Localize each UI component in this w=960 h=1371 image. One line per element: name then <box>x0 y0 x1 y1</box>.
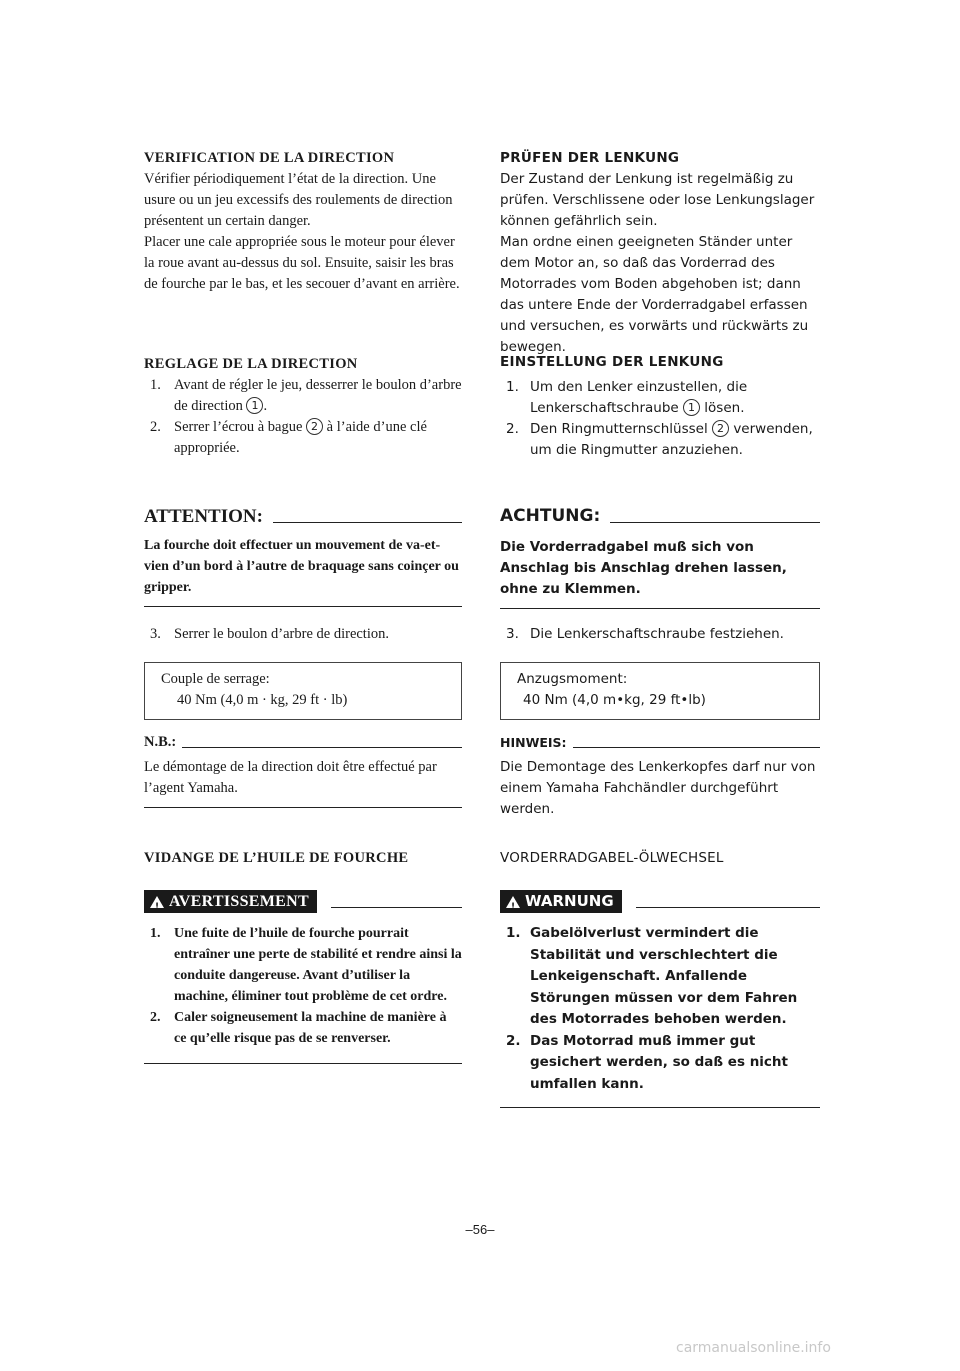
step-number: 1. <box>150 377 161 393</box>
de-warnung-list <box>500 923 820 1095</box>
warning-triangle-icon <box>150 896 164 908</box>
fr-vidange-section <box>144 848 462 869</box>
fr-nb-title: N.B.: <box>144 734 177 750</box>
callout-number-icon: 2 <box>306 418 323 435</box>
warning-text: Das Motorrad muß immer gut gesichert werden, so daß es nicht umfallen kann. <box>530 1032 788 1092</box>
fr-reglage-title: REGLAGE DE LA DIRECTION <box>144 356 358 372</box>
fr-attention-heading <box>144 506 462 527</box>
fr-reglage-steps <box>144 375 462 459</box>
step-number: 2. <box>506 1032 521 1049</box>
de-hinweis-section <box>500 732 820 820</box>
de-achtung-heading <box>500 506 820 527</box>
step-text-end: lösen. <box>704 400 745 416</box>
step-number: 3. <box>150 626 161 642</box>
list-item <box>500 1031 820 1096</box>
fr-warning-heading <box>144 890 462 913</box>
de-achtung-title: ACHTUNG: <box>500 506 601 526</box>
de-warnung-heading <box>500 890 820 913</box>
de-oelwechsel-title: VORDERRADGABEL-ÖLWECHSEL <box>500 850 724 866</box>
de-warnung-badge <box>500 890 622 913</box>
de-pruefen-text-2: Man ordne einen geeigneten Ständer unter dem Motor an, so daß das Vorderrad des Motorrades vom Boden abgehoben ist; dann das untere Ende der Vorderradgabel erfassen und versuchen, es vorwärts und rückwärts zu bewegen. <box>500 234 809 355</box>
step-number: 1. <box>150 926 161 941</box>
de-hinweis-heading <box>500 732 820 753</box>
fr-warning-section <box>144 890 462 1064</box>
fr-nb-text: Le démontage de la direction doit être effectué par l’agent Yamaha. <box>144 759 437 796</box>
step-number: 1. <box>506 925 521 941</box>
list-item <box>144 417 462 459</box>
fr-nb-heading <box>144 732 462 753</box>
step-text: Serrer l’écrou à bague <box>174 419 303 435</box>
step-text-end: verwenden, um die Ringmutter anzuziehen. <box>530 421 813 458</box>
divider <box>573 747 820 748</box>
de-pruefen-title: PRÜFEN DER LENKUNG <box>500 150 680 166</box>
de-pruefen-text-1: Der Zustand der Lenkung ist regelmäßig zu prüfen. Verschlissene oder lose Lenkungslager können gefährlich sein. <box>500 171 815 229</box>
callout-number-icon: 1 <box>683 399 700 416</box>
fr-torque-box <box>144 662 462 720</box>
fr-reglage-section <box>144 354 462 459</box>
list-item <box>144 375 462 417</box>
de-torque-box <box>500 662 820 720</box>
fr-warning-badge <box>144 890 317 913</box>
warning-text: Gabelölverlust vermindert die Stabilität und verschlechtert die Lenkeigenschaft. Anfallende Störungen müssen vor dem Fahren des Motorrades behoben werden. <box>530 925 798 1027</box>
fr-attention-text: La fourche doit effectuer un mouvement de va-et-vien d’un bord à l’autre de braquage sans coinçer ou gripper. <box>144 538 459 595</box>
fr-torque-label: Couple de serrage: <box>161 671 270 687</box>
list-item <box>144 923 462 1007</box>
de-einstellung-steps <box>500 377 820 461</box>
step-number: 1. <box>506 379 519 395</box>
fr-verification-title: VERIFICATION DE LA DIRECTION <box>144 150 395 166</box>
divider <box>500 1107 820 1108</box>
step-number: 3. <box>506 626 519 642</box>
step-text: Den Ringmutternschlüssel <box>530 421 708 437</box>
fr-step3 <box>144 624 462 645</box>
de-achtung-section <box>500 506 820 609</box>
watermark: carmanualsonline.info <box>676 1340 831 1356</box>
de-pruefen-section <box>500 148 820 358</box>
step-text: Avant de régler le jeu, desserrer le boulon d’arbre de direction <box>174 377 462 414</box>
fr-warning-list <box>144 923 462 1049</box>
step-text: Um den Lenker einzustellen, die Lenkerschaftschraube <box>530 379 748 416</box>
de-step3 <box>500 624 820 645</box>
fr-verification-section <box>144 148 462 295</box>
fr-verification-text-2: Placer une cale appropriée sous le moteur pour élever la roue avant au-dessus du sol. Ensuite, saisir les bras de fourche par le bas, et les secouer d’avant en arrière. <box>144 234 460 292</box>
step-text: Serrer le boulon d’arbre de direction. <box>174 626 389 642</box>
fr-vidange-title: VIDANGE DE L’HUILE DE FOURCHE <box>144 850 409 866</box>
warning-text: Caler soigneusement la machine de manière à ce qu’elle risque pas de se renverser. <box>174 1010 447 1046</box>
warning-text: Une fuite de l’huile de fourche pourrait entraîner une perte de stabilité et rendre ainsi la conduite dangereuse. Avant d’utiliser la machine, éliminer tout problème de cet ordre. <box>174 926 462 1004</box>
step-number: 2. <box>506 421 519 437</box>
step-number: 2. <box>150 419 161 435</box>
page-number: –56– <box>465 1222 495 1237</box>
de-einstellung-title: EINSTELLUNG DER LENKUNG <box>500 354 724 370</box>
warning-triangle-icon <box>506 896 520 908</box>
de-achtung-text: Die Vorderradgabel muß sich von Anschlag bis Anschlag drehen lassen, ohne zu Klemmen. <box>500 539 787 597</box>
divider <box>144 606 462 607</box>
de-torque-label: Anzugsmoment: <box>517 671 628 687</box>
list-item <box>500 419 820 461</box>
divider <box>500 608 820 609</box>
de-hinweis-title: HINWEIS: <box>500 735 567 750</box>
fr-attention-title: ATTENTION: <box>144 506 263 527</box>
divider <box>182 747 462 748</box>
de-hinweis-text: Die Demontage des Lenkerkopfes darf nur von einem Yamaha Fahchändler durchgeführt werden. <box>500 759 816 817</box>
divider <box>331 907 462 908</box>
step-text: Die Lenkerschaftschraube festziehen. <box>530 626 784 642</box>
list-item <box>144 1007 462 1049</box>
divider <box>144 807 462 808</box>
fr-verification-text-1: Vérifier périodiquement l’état de la direction. Une usure ou un jeu excessifs des roulements de direction présentent un certain danger. <box>144 171 453 229</box>
step-text-end: . <box>263 398 268 414</box>
divider <box>273 522 462 523</box>
divider <box>144 1063 462 1064</box>
de-einstellung-section <box>500 352 820 461</box>
de-oelwechsel-section <box>500 848 820 869</box>
de-warnung-label: WARNUNG <box>525 892 614 910</box>
fr-nb-section <box>144 732 462 808</box>
de-warnung-section <box>500 890 820 1108</box>
callout-number-icon: 2 <box>712 420 729 437</box>
divider <box>636 907 820 908</box>
fr-warning-label: AVERTISSEMENT <box>169 893 309 910</box>
list-item <box>500 923 820 1031</box>
fr-attention-section <box>144 506 462 607</box>
list-item <box>144 624 462 645</box>
de-torque-value: 40 Nm (4,0 m•kg, 29 ft•lb) <box>523 692 706 708</box>
divider <box>610 522 820 523</box>
step-text-end: à l’aide d’une clé appropriée. <box>174 419 427 456</box>
list-item <box>500 377 820 419</box>
callout-number-icon: 1 <box>246 397 263 414</box>
list-item <box>500 624 820 645</box>
fr-torque-value: 40 Nm (4,0 m · kg, 29 ft · lb) <box>177 692 348 708</box>
step-number: 2. <box>150 1010 161 1025</box>
